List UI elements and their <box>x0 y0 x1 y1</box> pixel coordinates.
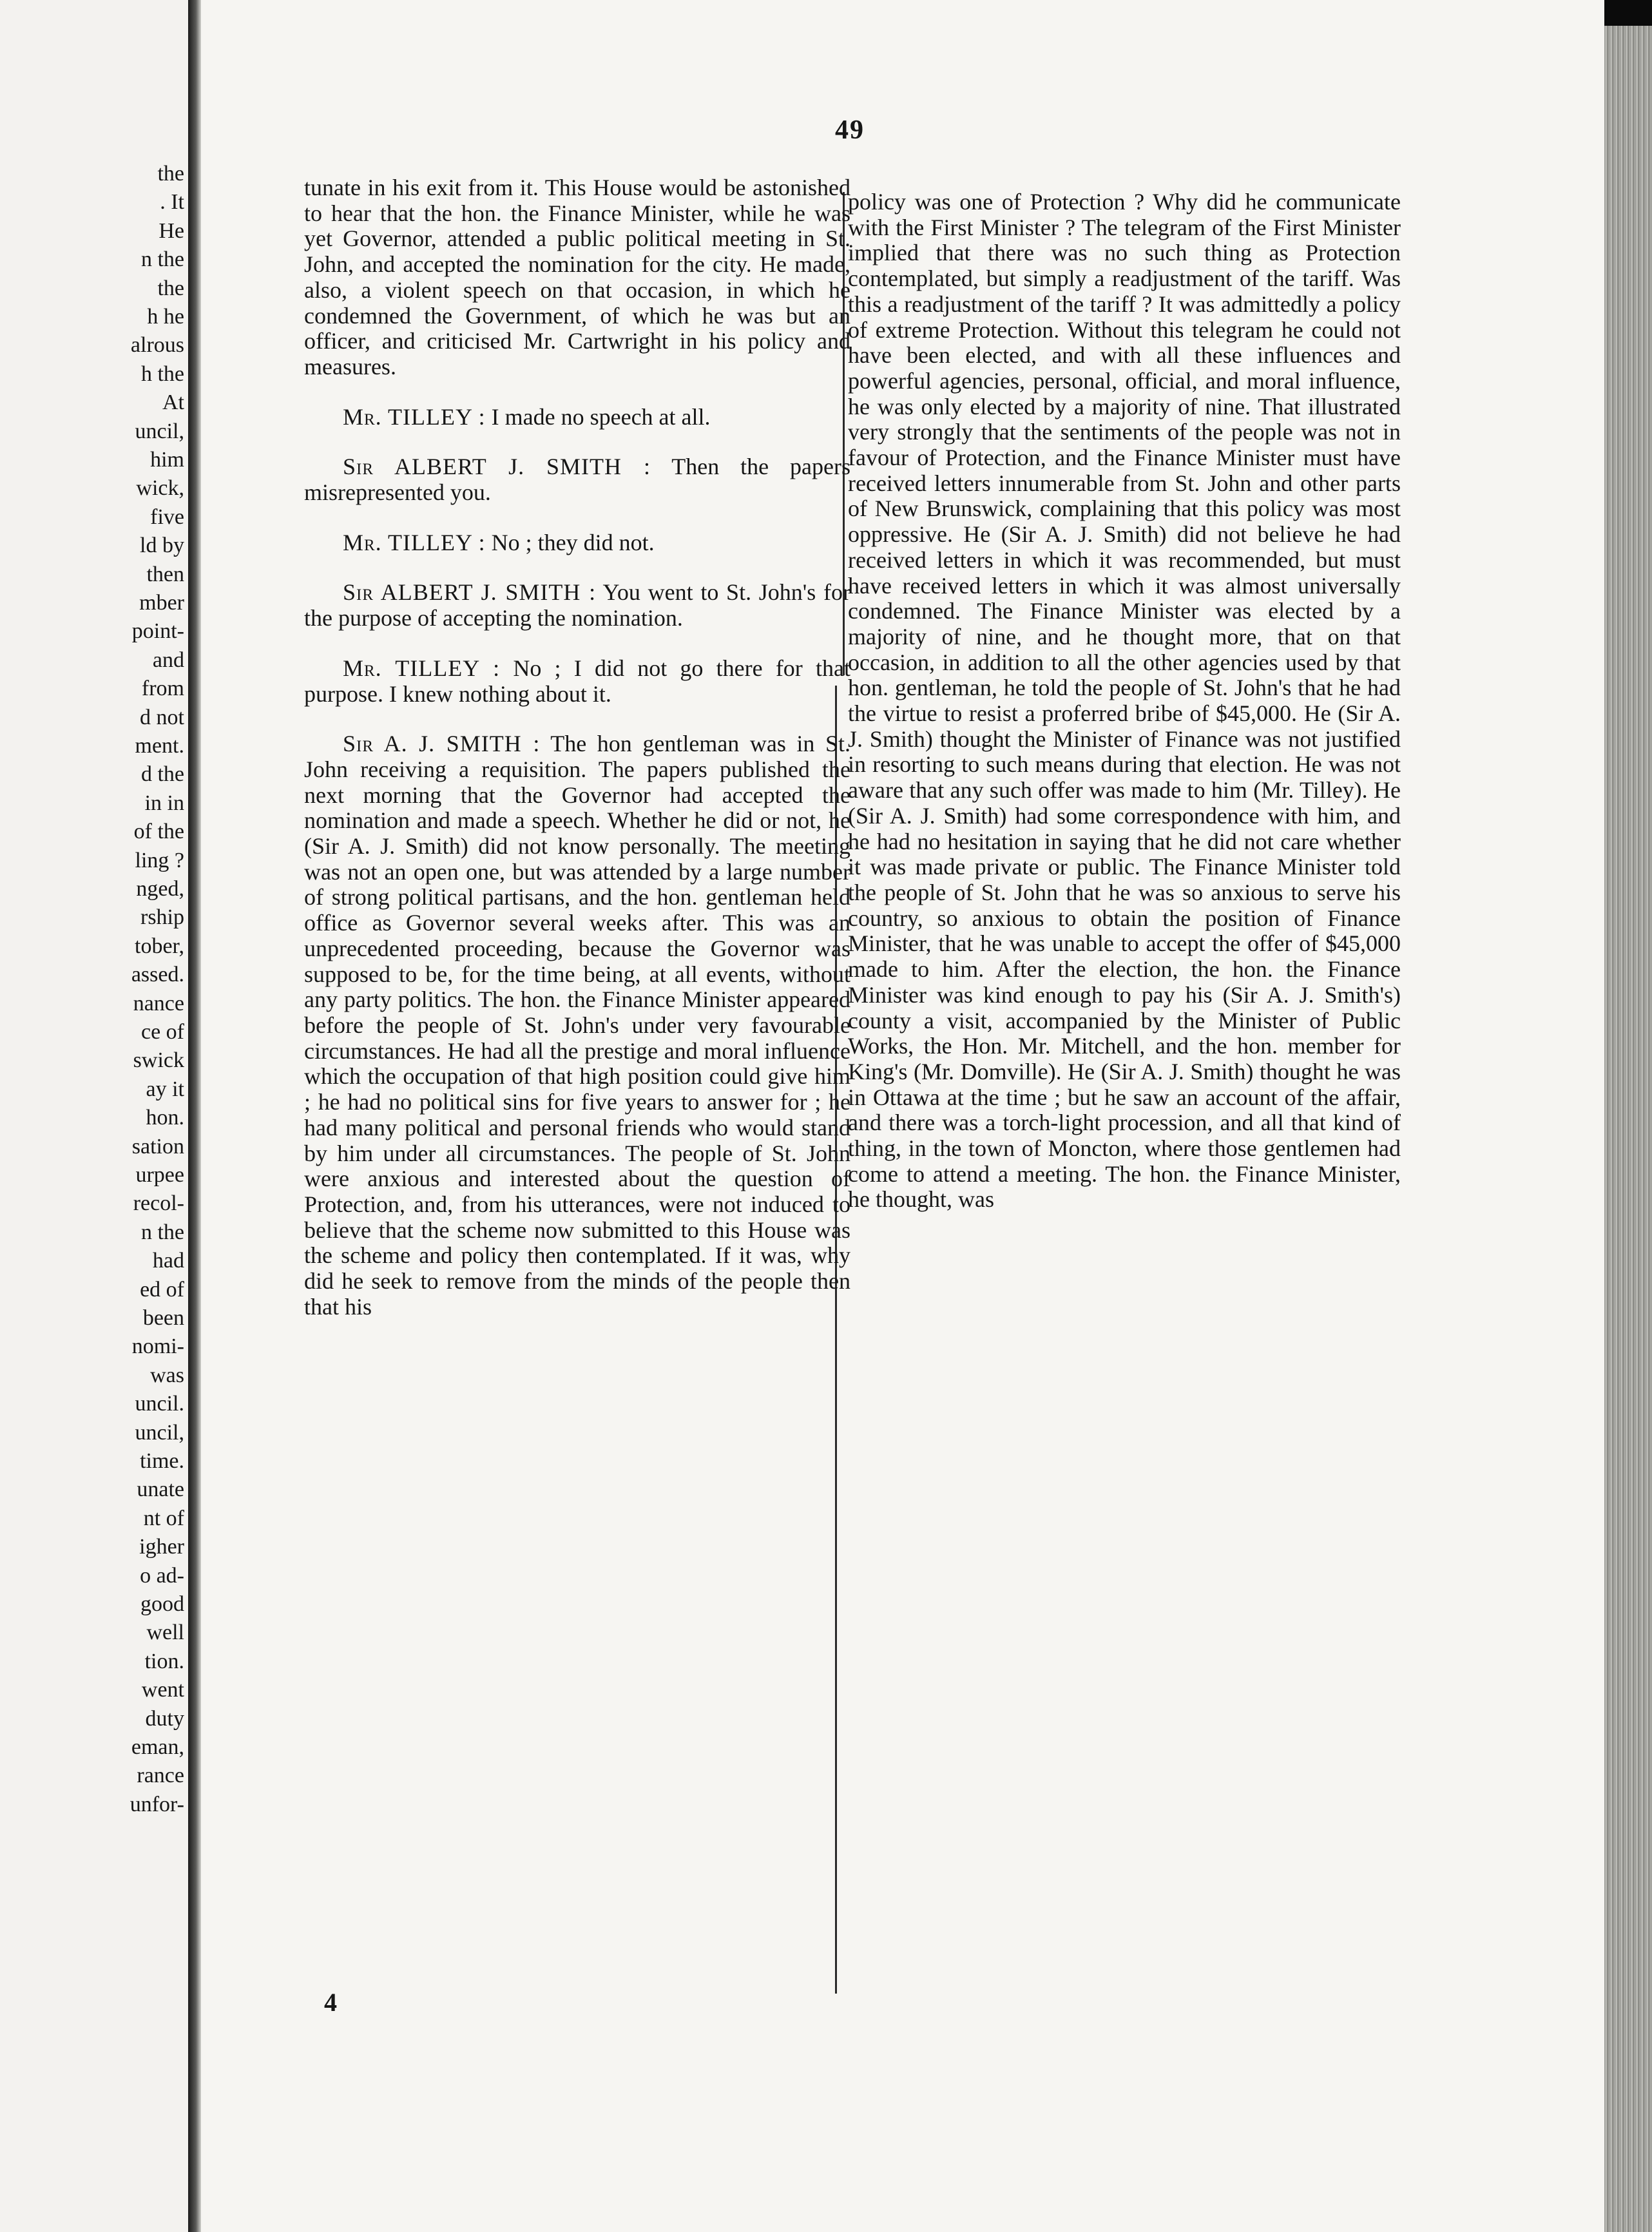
left-page-fragment: nt of <box>143 1506 184 1530</box>
left-page-fragment: ay it <box>146 1077 184 1101</box>
left-page-fragment: in in <box>144 791 184 815</box>
left-page-fragment: h he <box>147 305 184 329</box>
paragraph-7 <box>304 731 850 1320</box>
left-page-fragment: uncil, <box>135 1420 184 1445</box>
column-2 <box>848 189 1401 1213</box>
speaker: Mr. TILLEY : <box>343 529 486 555</box>
signature-mark: 4 <box>324 1988 337 2017</box>
speaker: Sir ALBERT J. SMITH : <box>343 454 651 480</box>
left-page-fragment: igher <box>139 1535 184 1559</box>
speech: The hon gentleman was in St. John receiving a requisition. The papers published the next morning that the Governor had accepted the nomination and made a speech. Whether he did or not, he (Sir A. J. Smith) did not know personally. The meeting was not an open one, but was attended by a large number of strong political partisans, and the hon. gentleman held office as Governor several weeks after. This was an unprecedented proceeding, because the Governor was supposed to be, for the time being, at all events, without any party politics. The hon. the Finance Minister appeared before the people of St. John's under very favourable circumstances. He had all the prestige and moral influence which the occupation of that high position could give him ; he had no political sins for five years to answer for ; he had many political and personal friends who would stand by him under all circumstances. The people of St. John were anxious and interested about the question of Protection, and, from his utterances, were not induced to believe that the scheme now submitted to this House was the scheme and policy then contemplated. If it was, why did he seek to remove from the minds of the people then that his <box>304 731 851 1320</box>
speaker: Mr. TILLEY : <box>343 403 486 430</box>
speaker: Sir A. J. SMITH : <box>343 731 541 757</box>
left-page-fragment: and <box>152 648 184 672</box>
column-1 <box>304 175 850 1320</box>
left-page-fragment: unate <box>137 1477 184 1502</box>
left-page-fragment: n the <box>140 247 184 272</box>
left-page-fragment: hon. <box>146 1106 184 1130</box>
left-page-fragment: h the <box>140 361 184 386</box>
left-page-fragment: rship <box>140 905 184 930</box>
left-page-fragment: tion. <box>144 1649 184 1673</box>
left-page-fragment: unfor- <box>130 1792 184 1816</box>
speaker: Sir ALBERT J. SMITH : <box>343 579 597 606</box>
left-page-fragment: nomi- <box>131 1334 184 1359</box>
left-page-fragment: then <box>146 562 184 586</box>
left-page-fragment: eman, <box>131 1735 184 1759</box>
left-page-fragment: uncil, <box>135 419 184 443</box>
left-page-fragment: ld by <box>140 534 184 558</box>
left-page-fragment: duty <box>145 1706 184 1731</box>
paragraph-3 <box>304 454 850 505</box>
left-page-fragment: had <box>152 1249 184 1273</box>
speaker: Mr. TILLEY : <box>343 655 501 681</box>
left-page-fragment: five <box>150 505 184 529</box>
speech: You went to St. John's for the purpose of accepting the nomination. <box>304 579 850 631</box>
left-page-fragment: rance <box>137 1764 184 1788</box>
page-edge <box>1604 26 1652 2232</box>
left-page-fragment: He <box>158 218 184 243</box>
left-page-fragment: . It <box>160 190 184 215</box>
paragraph-6 <box>304 656 850 707</box>
left-page-fragment: sation <box>131 1134 184 1159</box>
left-page-fragment: At <box>162 390 184 415</box>
left-page-fragment: d not <box>140 705 184 729</box>
left-page-fragment: the <box>157 276 184 300</box>
left-page-fragment: went <box>141 1678 184 1702</box>
left-page-fragment: was <box>150 1363 184 1387</box>
left-page-fragment: ling ? <box>135 848 184 872</box>
left-page-fragment: recol- <box>133 1191 184 1216</box>
left-page-fragment: point- <box>131 619 184 644</box>
left-page-fragment: swick <box>133 1048 184 1073</box>
left-page-fragment: tober, <box>135 934 184 958</box>
left-page-fragment: good <box>140 1592 184 1616</box>
speech: Then the papers misrepresented you. <box>304 454 850 506</box>
left-page-fragment: n the <box>140 1220 184 1244</box>
left-page-fragment: ment. <box>135 734 184 758</box>
left-page-fragment: the <box>157 162 184 186</box>
left-page-fragment: time. <box>140 1449 184 1473</box>
paragraph-5 <box>304 580 850 631</box>
left-page-fragment: been <box>142 1306 184 1330</box>
left-page-fragment: ed of <box>140 1277 184 1302</box>
paragraph-4 <box>304 530 850 556</box>
left-page-fragment: from <box>141 677 184 701</box>
left-page-fragment: mber <box>139 591 184 615</box>
page-number: 49 <box>835 115 865 145</box>
left-page-fragment: d the <box>140 762 184 787</box>
book-gutter <box>188 0 201 2232</box>
left-page-fragment: nged, <box>136 877 184 901</box>
speech: No ; I did not go there for that purpose. I knew nothing about it. <box>304 655 850 707</box>
speech: I made no speech at all. <box>491 403 711 430</box>
left-page-fragment: urpee <box>135 1163 184 1187</box>
paragraph-1: tunate in his exit from it. This House would be astonished to hear that the hon. the Finance Minister, while he was yet Governor, attended a public political meeting in St. John, and accepted the nomination for the city. He made, also, a violent speech on that occasion, in which he condemned the Government, of which he was but an officer, and criticised Mr. Cartwright in his policy and measures. <box>304 175 850 380</box>
paragraph-2 <box>304 405 850 430</box>
left-page-fragment: him <box>150 448 184 472</box>
paragraph-continued: policy was one of Protection ? Why did he communicate with the First Minister ? The telegram of the First Minister implied that there was no such thing as Protection contemplated, but simply a readjustment of the tariff. Was this a readjustment of the tariff ? It was admittedly a policy of extreme Protection. Without this telegram he could not have been elected, and with all these influences and powerful agencies, personal, official, and moral influence, he was only elected by a majority of nine. That illustrated very strongly that the sentiments of the people was not in favour of Protection, and the Finance Minister must have received letters innumerable from St. John and other parts of New Brunswick, complaining that this policy was most oppressive. He (Sir A. J. Smith) did not believe he had received letters in which it was recommended, but must have received letters in which it was almost universally condemned. The Finance Minister was elected by a majority of nine, and he thought more, that on that occasion, in addition to all the other agencies used by that hon. gentleman, he told the people of St. John's that he had the virtue to resist a proferred bribe of $45,000. He (Sir A. J. Smith) thought the Minister of Finance was not justified in resorting to such means during that election. He was not aware that any such offer was made to him (Mr. Tilley). He (Sir A. J. Smith) had some correspondence with him, and he had no hesitation in saying that he did not care whether it was made private or public. The Finance Minister told the people of St. John that he was so anxious to serve his country, so anxious to obtain the position of Finance Minister, that he was unable to accept the offer of $45,000 made to him. After the election, the hon. the Finance Minister was kind enough to pay his (Sir A. J. Smith's) county a visit, accompanied by the Minister of Public Works, the Hon. Mr. Mitchell, and the hon. member for King's (Mr. Domville). He (Sir A. J. Smith) thought he was in Ottawa at the time ; but he saw an account of the affair, and there was a torch-light procession, and all that kind of thing, in the town of Moncton, where those gentlemen had come to attend a meeting. The hon. the Finance Minister, he thought, was <box>848 189 1401 1213</box>
left-page-sliver <box>0 0 188 2232</box>
speech: No ; they did not. <box>491 529 655 555</box>
left-page-fragment: of the <box>133 820 184 844</box>
left-page-fragment: wick, <box>136 476 184 501</box>
left-page-fragment: well <box>146 1621 184 1645</box>
left-page-fragment: o ad- <box>140 1563 184 1588</box>
left-page-fragment: assed. <box>131 963 184 987</box>
left-page-fragment: alrous <box>130 333 184 358</box>
left-page-fragment: uncil. <box>135 1392 184 1416</box>
left-page-fragment: ce of <box>140 1020 184 1044</box>
left-page-fragment: nance <box>133 991 184 1015</box>
